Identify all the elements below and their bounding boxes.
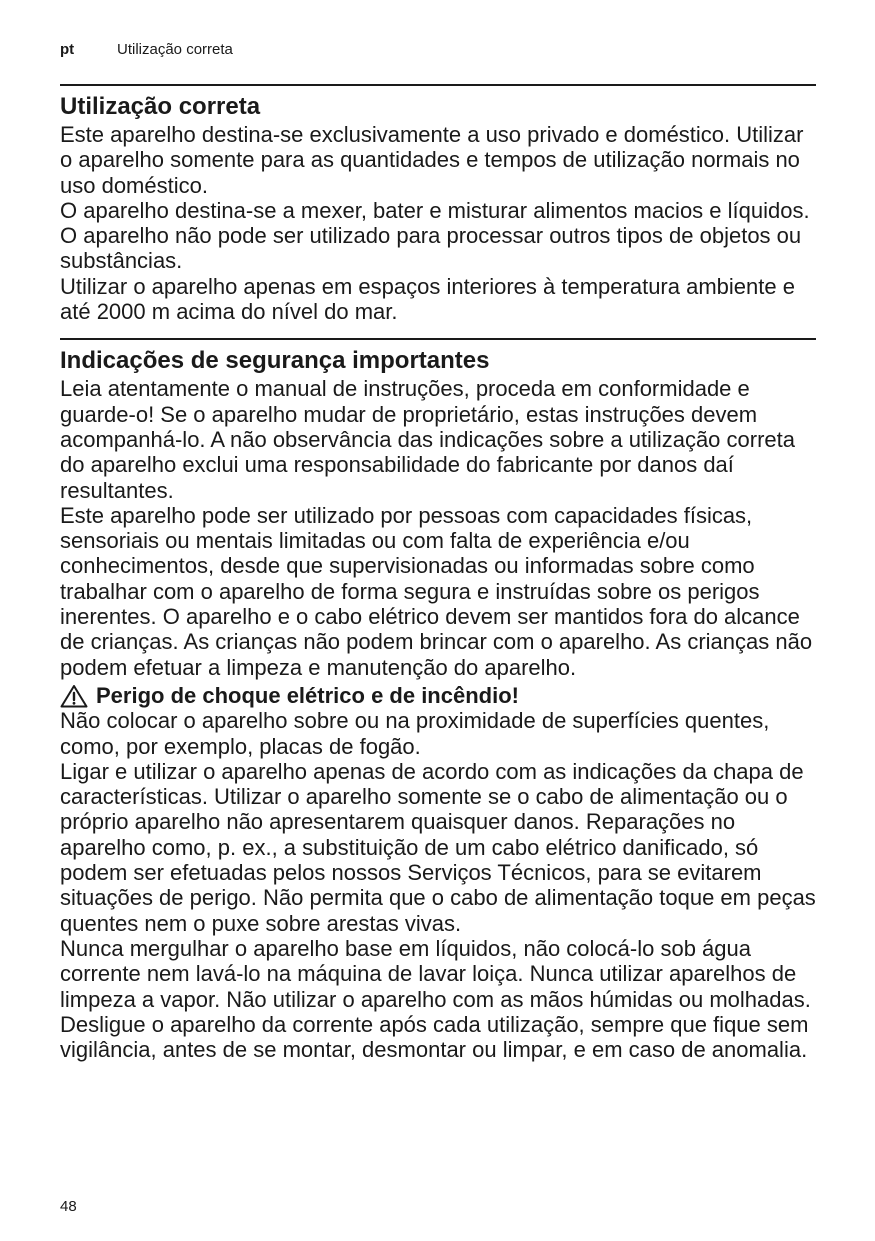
document-content <box>60 84 816 1076</box>
warning-triangle-icon <box>60 684 88 708</box>
paragraph: Este aparelho destina-se exclusivamente a uso privado e doméstico. Utilizar o aparelho somente para as quantidades e tempos de utilização normais no uso doméstico. <box>60 122 804 198</box>
paragraph: Este aparelho pode ser utilizado por pessoas com capacidades físicas, sensoriais ou mentais limitadas ou com falta de experiência e/ou conhecimentos, desde que supervisionadas ou informadas sobre como trabalhar com o aparelho de forma segura e instruídas sobre os perigos inerentes. O aparelho e o cabo elétrico devem ser mantidos fora do alcance de crianças. As crianças não podem brincar com o aparelho. As crianças não podem efetuar a limpeza e manutenção do aparelho. <box>60 502 813 680</box>
paragraph: Utilizar o aparelho apenas em espaços interiores à temperatura ambiente e até 2000 m acima do nível do mar. <box>60 273 795 325</box>
header-section-title: Utilização correta <box>117 41 233 58</box>
page-number: 48 <box>60 1198 77 1215</box>
section-title: Utilização correta <box>60 93 261 120</box>
paragraph: Ligar e utilizar o aparelho apenas de acordo com as indicações da chapa de características. Utilizar o aparelho somente se o cabo de alimentação ou o próprio aparelho não apresentarem quaisquer danos. Reparações no aparelho como, p. ex., a substituição de um cabo elétrico danificado, só podem ser efetuadas pelos nossos Serviços Técnicos, para se evitarem situações de perigo. Não permita que o cabo de alimentação toque em peças quentes nem o puxe sobre arestas vivas. <box>60 758 816 936</box>
section-safety-instructions <box>60 338 816 1062</box>
warning-title: Perigo de choque elétrico e de incêndio! <box>96 682 519 708</box>
paragraph: Desligue o aparelho da corrente após cada utilização, sempre que fique sem vigilância, antes de se montar, desmontar ou limpar, e em caso de anomalia. <box>60 1011 809 1063</box>
page-header <box>60 40 233 60</box>
section-title: Indicações de segurança importantes <box>60 347 490 375</box>
paragraph: Não colocar o aparelho sobre ou na proximidade de superfícies quentes, como, por exemplo, placas de fogão. <box>60 708 770 759</box>
section-intended-use <box>60 84 816 324</box>
warning-heading <box>60 683 816 708</box>
paragraph: Leia atentamente o manual de instruções, proceda em conformidade e guarde-o! Se o aparelho mudar de proprietário, estas instruções devem acompanhá-lo. A não observância das indicações sobre a utilização correta do aparelho exclui uma responsabilidade do fabricante por danos daí resultantes. <box>60 376 796 503</box>
paragraph: Nunca mergulhar o aparelho base em líquidos, não colocá-lo sob água corrente nem lavá-lo na máquina de lavar loiça. Nunca utilizar aparelhos de limpeza a vapor. Não utilizar o aparelho com as mãos húmidas ou molhadas. <box>60 935 811 1012</box>
language-code: pt <box>60 41 75 58</box>
paragraph: O aparelho destina-se a mexer, bater e misturar alimentos macios e líquidos. O aparelho não pode ser utilizado para processar outros tipos de objetos ou substâncias. <box>60 197 810 274</box>
